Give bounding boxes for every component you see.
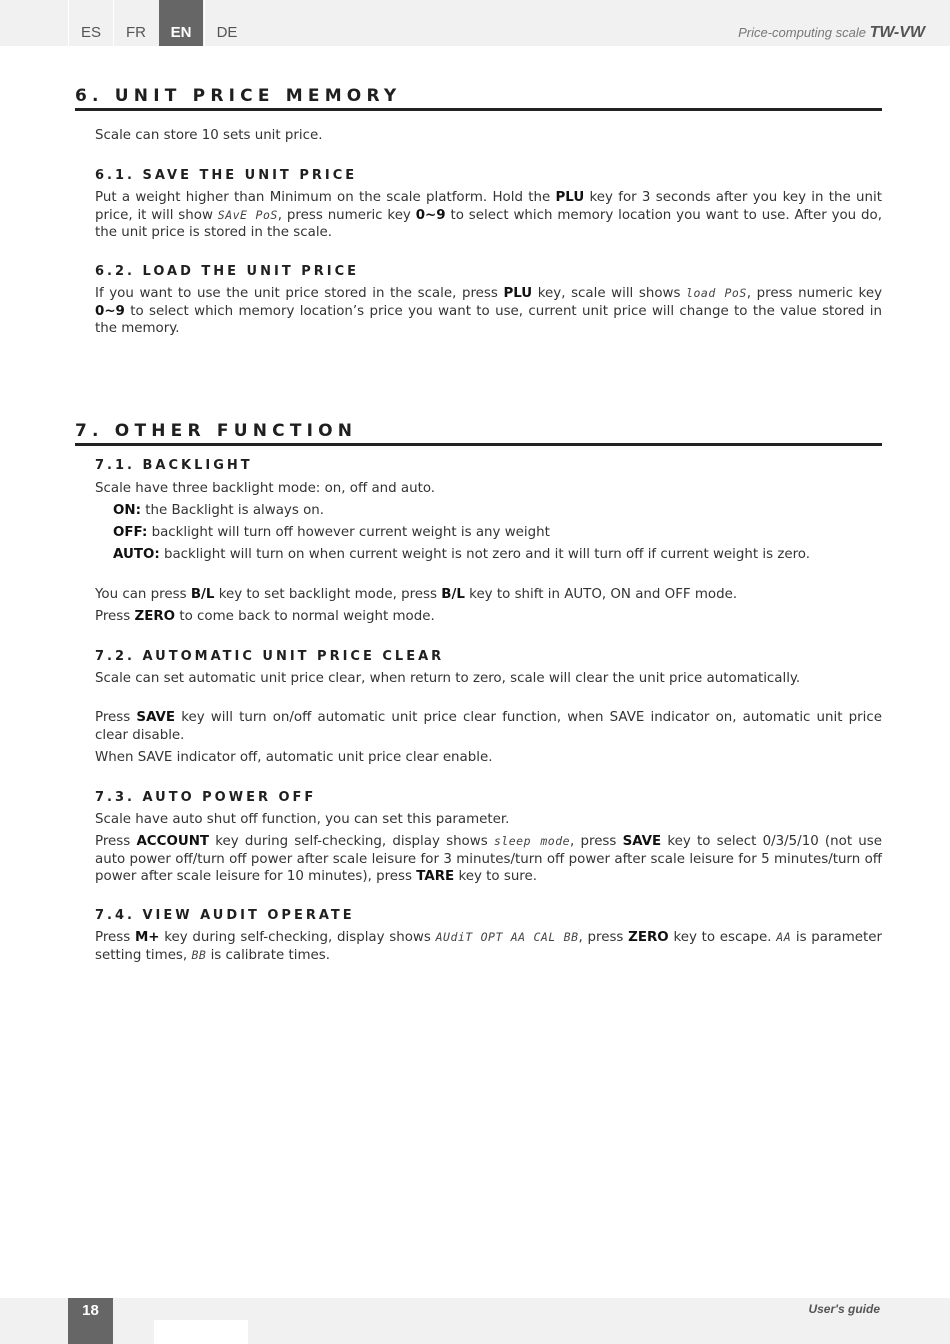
lcd-load-pos: load PoS xyxy=(686,286,747,300)
auto-clear-text-1: Scale can set automatic unit price clear, when return to zero, scale will clear the unit price automatically. xyxy=(95,671,801,686)
key-0-9: 0~9 xyxy=(95,303,125,319)
key-m-plus: M+ xyxy=(134,930,160,945)
users-guide-label: User's guide xyxy=(808,1302,880,1316)
key-0-9: 0~9 xyxy=(415,207,446,223)
lang-tab-en[interactable]: EN xyxy=(159,0,203,46)
key-bl: B/L xyxy=(441,587,465,602)
section-7-2-title: 7.2. AUTOMATIC UNIT PRICE CLEAR xyxy=(95,649,445,664)
section-7-1-title: 7.1. BACKLIGHT xyxy=(95,458,253,473)
auto-clear-text-3: When SAVE indicator off, automatic unit price clear enable. xyxy=(95,750,493,765)
section-6-intro: Scale can store 10 sets unit price. xyxy=(95,128,323,143)
key-bl: B/L xyxy=(190,587,215,602)
section-6-1-text: Put a weight higher than Minimum on the scale platform. Hold the PLU key for 3 seconds after you key in the unit price, it will show SAvE PoS, press numeric key 0~9 to select which memory location you want to use. After you do, the unit price is stored in the scale. xyxy=(95,190,882,240)
backlight-auto: AUTO: backlight will turn on when current weight is not zero and it will turn off if current weight is zero. xyxy=(113,547,811,562)
audit-text: Press M+ key during self-checking, display shows AUdiT OPT AA CAL BB, press ZERO key to escape. AA is parameter setting times, BB is calibrate times. xyxy=(95,930,882,963)
key-save: SAVE xyxy=(136,710,176,725)
backlight-off: OFF: backlight will turn off however current weight is any weight xyxy=(113,525,550,540)
lang-tab-es[interactable]: ES xyxy=(68,0,113,46)
lcd-bb: BB xyxy=(191,947,207,962)
key-plu: PLU xyxy=(503,286,533,301)
section-6-1-title: 6.1. SAVE THE UNIT PRICE xyxy=(95,168,358,183)
lcd-aa: AA xyxy=(776,930,792,944)
key-plu: PLU xyxy=(555,190,585,205)
product-title xyxy=(738,24,925,42)
key-zero: ZERO xyxy=(628,930,669,945)
lang-tab-fr[interactable]: FR xyxy=(113,0,158,46)
zero-text: Press ZERO to come back to normal weight mode. xyxy=(95,609,435,624)
section-7-title: 7. OTHER FUNCTION xyxy=(75,420,882,446)
key-tare: TARE xyxy=(416,869,455,884)
backlight-intro: Scale have three backlight mode: on, off and auto. xyxy=(95,481,436,496)
lang-tab-de[interactable]: DE xyxy=(204,0,249,46)
section-6-title: 6. UNIT PRICE MEMORY xyxy=(75,85,882,111)
section-6-2-text: If you want to use the unit price stored in the scale, press PLU key, scale will shows load PoS, press numeric key 0~9 to select which memory location’s price you want to use, current unit price will change to the value stored in the memory. xyxy=(95,286,882,336)
auto-power-text-1: Scale have auto shut off function, you can set this parameter. xyxy=(95,812,510,827)
backlight-on: ON: the Backlight is always on. xyxy=(113,503,325,518)
backlight-key-text: You can press B/L key to set backlight mode, press B/L key to shift in AUTO, ON and OFF mode. xyxy=(95,587,738,602)
page-number: 18 xyxy=(68,1298,113,1344)
section-7-3-title: 7.3. AUTO POWER OFF xyxy=(95,790,317,805)
footer-tab-box xyxy=(154,1320,248,1344)
product-model: TW-VW xyxy=(869,24,925,41)
auto-clear-text-2: Press SAVE key will turn on/off automatic unit price clear function, when SAVE indicator on, automatic unit price clear disable. xyxy=(95,710,882,743)
key-account: ACCOUNT xyxy=(136,834,210,849)
section-6-2-title: 6.2. LOAD THE UNIT PRICE xyxy=(95,264,360,279)
auto-power-text-2: Press ACCOUNT key during self-checking, display shows sleep mode, press SAVE key to select 0/3/5/10 (not use auto power off/turn off power after scale leisure for 3 minutes/turn off power after scale leisure for 5 minutes/turn off power after scale leisure for 10 minutes), press TARE key to sure. xyxy=(95,834,882,884)
key-zero: ZERO xyxy=(134,609,176,624)
lcd-audit: AUdiT OPT AA CAL BB xyxy=(435,930,579,944)
lcd-save-pos: SAvE PoS xyxy=(217,207,278,222)
product-prefix: Price-computing scale xyxy=(738,25,866,40)
section-7-4-title: 7.4. VIEW AUDIT OPERATE xyxy=(95,908,355,923)
lcd-sleep-mode: sleep mode xyxy=(493,834,571,848)
key-save: SAVE xyxy=(622,834,662,849)
